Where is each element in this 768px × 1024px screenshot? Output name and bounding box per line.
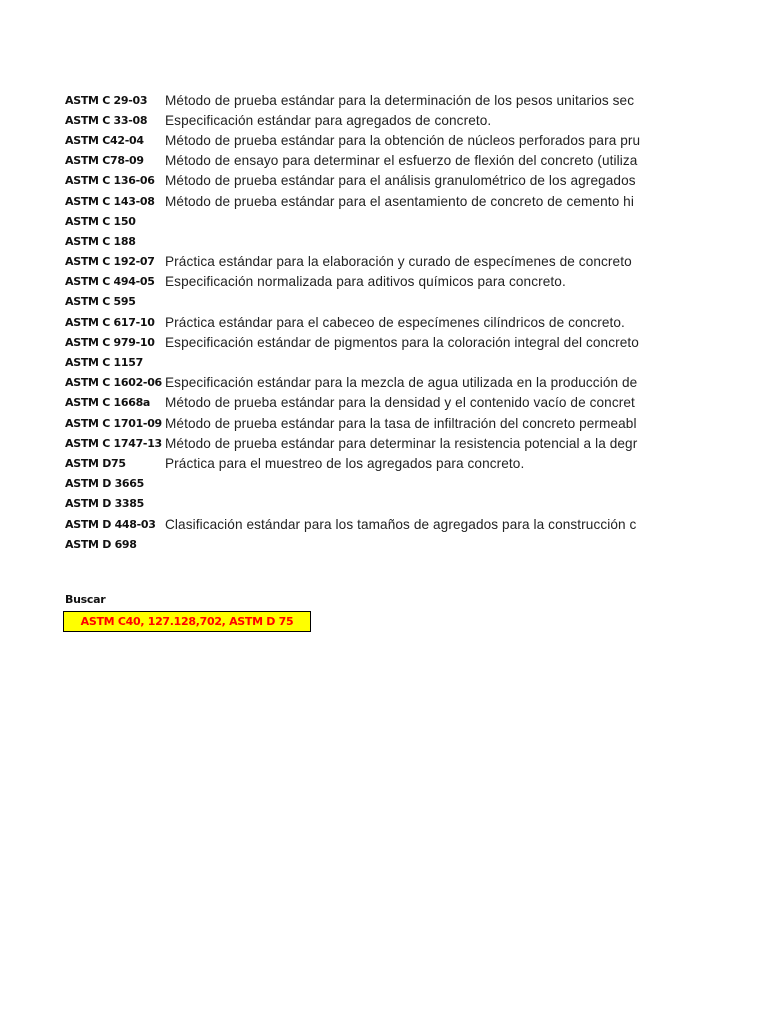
table-row bbox=[65, 272, 677, 292]
standards-table bbox=[65, 90, 677, 554]
table-row bbox=[65, 494, 677, 514]
standard-code[interactable]: ASTM C 494-05 bbox=[65, 275, 155, 289]
search-label: Buscar bbox=[65, 593, 106, 606]
table-row bbox=[65, 352, 677, 372]
standard-description[interactable]: Especificación estándar para la mezcla de agua utilizada en la producción de bbox=[165, 375, 638, 391]
table-row bbox=[65, 373, 677, 393]
table-row bbox=[65, 433, 677, 453]
table-row bbox=[65, 252, 677, 272]
standard-code[interactable]: ASTM D 3385 bbox=[65, 497, 144, 511]
standard-code[interactable]: ASTM C 1157 bbox=[65, 356, 143, 370]
table-row bbox=[65, 534, 677, 554]
standard-code[interactable]: ASTM D75 bbox=[65, 456, 126, 470]
standard-description[interactable]: Método de prueba estándar para la determinación de los pesos unitarios sec bbox=[165, 92, 635, 108]
table-row bbox=[65, 292, 677, 312]
table-row bbox=[65, 413, 677, 433]
standard-description[interactable]: Clasificación estándar para los tamaños de agregados para la construcción c bbox=[165, 516, 637, 532]
standard-code[interactable]: ASTM C 143-08 bbox=[65, 194, 155, 208]
standard-description[interactable]: Método de prueba estándar para la densidad y el contenido vacío de concret bbox=[165, 395, 635, 411]
standard-code[interactable]: ASTM D 698 bbox=[65, 537, 137, 551]
standard-description[interactable]: Método de prueba estándar para la obtención de núcleos perforados para pru bbox=[165, 132, 641, 148]
standard-code[interactable]: ASTM C 979-10 bbox=[65, 335, 155, 349]
standard-code[interactable]: ASTM C 29-03 bbox=[65, 93, 148, 107]
table-row bbox=[65, 453, 677, 473]
table-row bbox=[65, 191, 677, 211]
standard-description[interactable]: Práctica estándar para el cabeceo de especímenes cilíndricos de concreto. bbox=[165, 314, 625, 330]
standard-description[interactable]: Método de prueba estándar para determinar la resistencia potencial a la degr bbox=[165, 435, 638, 451]
standard-code[interactable]: ASTM C42-04 bbox=[65, 133, 144, 147]
table-row bbox=[65, 514, 677, 534]
standard-description[interactable]: Especificación normalizada para aditivos químicos para concreto. bbox=[165, 274, 566, 290]
table-row bbox=[65, 171, 677, 191]
table-row bbox=[65, 393, 677, 413]
standard-description[interactable]: Método de ensayo para determinar el esfuerzo de flexión del concreto (utiliza bbox=[165, 153, 638, 169]
standard-code[interactable]: ASTM C 150 bbox=[65, 214, 136, 228]
standard-description[interactable]: Especificación estándar de pigmentos para la coloración integral del concreto bbox=[165, 334, 639, 350]
standard-description[interactable]: Práctica para el muestreo de los agregados para concreto. bbox=[165, 455, 525, 471]
standard-description[interactable]: Método de prueba estándar para la tasa de infiltración del concreto permeabl bbox=[165, 415, 637, 431]
table-row bbox=[65, 231, 677, 251]
standard-code[interactable]: ASTM D 448-03 bbox=[65, 517, 156, 531]
standard-code[interactable]: ASTM C78-09 bbox=[65, 154, 144, 168]
standard-code[interactable]: ASTM C 1602-06 bbox=[65, 376, 162, 390]
table-row bbox=[65, 474, 677, 494]
standard-code[interactable]: ASTM C 33-08 bbox=[65, 113, 148, 127]
table-row bbox=[65, 312, 677, 332]
standard-code[interactable]: ASTM C 188 bbox=[65, 234, 136, 248]
table-row bbox=[65, 130, 677, 150]
table-row bbox=[65, 211, 677, 231]
standard-description[interactable]: Práctica estándar para la elaboración y curado de especímenes de concreto bbox=[165, 254, 632, 270]
table-row bbox=[65, 151, 677, 171]
search-cell[interactable] bbox=[63, 611, 311, 632]
standard-code[interactable]: ASTM C 595 bbox=[65, 295, 136, 309]
standard-code[interactable]: ASTM D 3665 bbox=[65, 477, 144, 491]
standard-code[interactable]: ASTM C 1668a bbox=[65, 396, 151, 410]
standard-code[interactable]: ASTM C 192-07 bbox=[65, 255, 155, 269]
standard-code[interactable]: ASTM C 1747-13 bbox=[65, 436, 162, 450]
search-value: ASTM C40, 127.128,702, ASTM D 75 bbox=[80, 615, 294, 628]
standard-description[interactable]: Especificación estándar para agregados de concreto. bbox=[165, 112, 492, 128]
table-row bbox=[65, 90, 677, 110]
standard-code[interactable]: ASTM C 1701-09 bbox=[65, 416, 162, 430]
table-row bbox=[65, 110, 677, 130]
standard-description[interactable]: Método de prueba estándar para el asentamiento de concreto de cemento hi bbox=[165, 193, 634, 209]
standard-description[interactable]: Método de prueba estándar para el análisis granulométrico de los agregados bbox=[165, 173, 636, 189]
standard-code[interactable]: ASTM C 136-06 bbox=[65, 174, 155, 188]
table-row bbox=[65, 332, 677, 352]
standard-code[interactable]: ASTM C 617-10 bbox=[65, 315, 155, 329]
